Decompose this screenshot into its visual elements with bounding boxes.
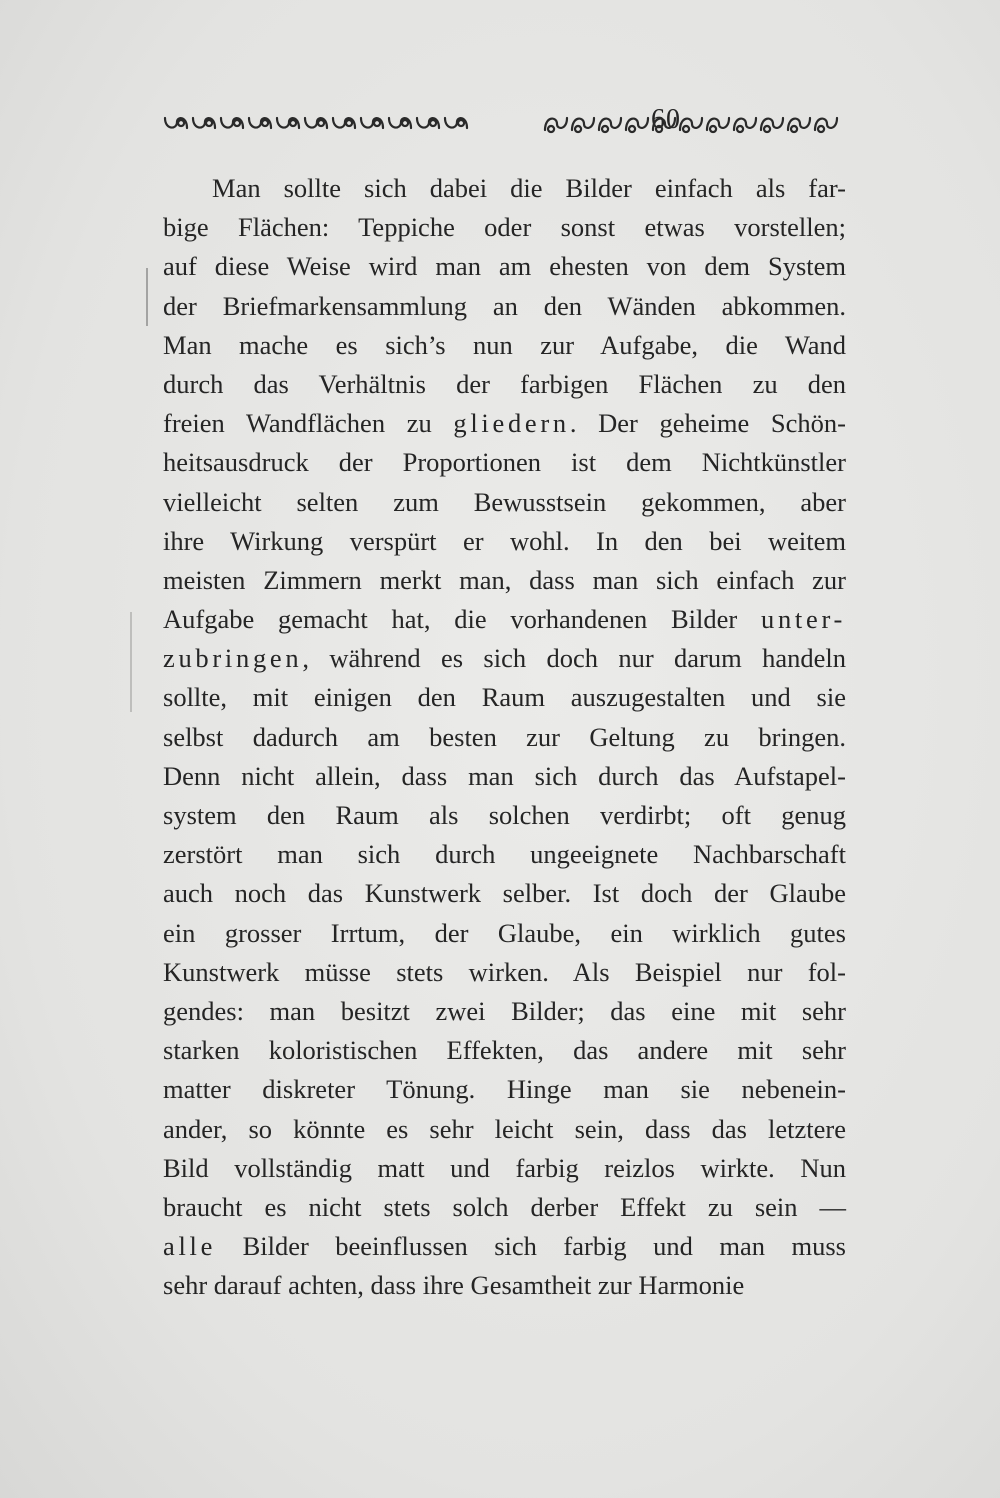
text-line xyxy=(163,1188,846,1227)
text-line xyxy=(163,992,846,1031)
margin-pencil-mark xyxy=(146,268,148,326)
text-line xyxy=(163,1031,846,1070)
text-segment: braucht es nicht stets solch derber Effekt zu sein — xyxy=(163,1191,846,1222)
text-segment: ein grosser Irrtum, der Glaube, ein wirklich gutes xyxy=(163,917,846,948)
text-segment: freien Wandflächen zu xyxy=(163,408,454,439)
text-line xyxy=(163,169,846,208)
text-segment: Denn nicht allein, dass man sich durch das Aufstapel- xyxy=(163,760,846,791)
right-ornament-band xyxy=(541,110,846,136)
text-line xyxy=(163,1110,846,1149)
text-segment: zerstört man sich durch ungeeignete Nachbarschaft xyxy=(163,839,846,870)
text-segment: system den Raum als solchen verdirbt; oft genug xyxy=(163,800,846,830)
left-ornament-band xyxy=(163,110,476,136)
text-segment: selbst dadurch am besten zur Geltung zu bringen. xyxy=(163,721,846,752)
text-segment: durch das Verhältnis der farbigen Flächen zu den xyxy=(163,368,846,399)
text-line xyxy=(163,247,846,286)
text-segment: sehr darauf achten, dass ihre Gesamtheit zur Harmonie xyxy=(163,1270,745,1301)
text-segment: gendes: man besitzt zwei Bilder; das eine mit sehr xyxy=(163,995,846,1026)
text-segment: bige Flächen: Teppiche oder sonst etwas vorstellen; xyxy=(163,212,846,243)
text-line xyxy=(163,835,846,874)
text-line xyxy=(163,796,846,835)
text-line xyxy=(163,443,846,482)
text-segment: , während es sich doch nur darum handeln xyxy=(302,643,846,674)
text-segment: heitsausdruck der Proportionen ist dem Nichtkünstler xyxy=(163,447,846,478)
text-line xyxy=(163,718,846,757)
text-line xyxy=(163,757,846,796)
text-line xyxy=(163,874,846,913)
margin-pencil-mark xyxy=(130,612,132,712)
text-segment: auch noch das Kunstwerk selber. Ist doch der Glaube xyxy=(163,878,846,909)
text-segment: Aufgabe gemacht hat, die vorhandenen Bilder xyxy=(163,604,761,635)
text-segment: der Briefmarkensammlung an den Wänden abkommen. xyxy=(163,290,846,321)
text-line xyxy=(163,404,846,443)
text-segment: ander, so könnte es sehr leicht sein, dass das letztere xyxy=(163,1113,846,1144)
text-segment: vielleicht selten zum Bewusstsein gekommen, aber xyxy=(163,486,846,517)
text-segment: matter diskreter Tönung. Hinge man sie nebenein- xyxy=(163,1074,846,1105)
text-segment: Bilder beeinflussen sich farbig und man muss xyxy=(216,1231,846,1262)
text-segment: sollte, mit einigen den Raum auszugestalten und sie xyxy=(163,682,846,713)
text-line xyxy=(163,639,846,678)
text-segment: ihre Wirkung verspürt er wohl. In den bei weitem xyxy=(163,525,846,556)
text-segment: Man mache es sich’s nun zur Aufgabe, die Wand xyxy=(163,329,846,360)
text-line xyxy=(163,365,846,404)
text-line xyxy=(163,600,846,639)
text-line xyxy=(163,1266,846,1305)
text-line xyxy=(163,483,846,522)
page-number: 60 xyxy=(651,104,681,135)
text-line xyxy=(163,1227,846,1266)
text-line xyxy=(163,678,846,717)
emphasized-word: gliedern xyxy=(453,408,570,439)
text-segment: . Der geheime Schön- xyxy=(569,408,846,439)
text-segment: starken koloristischen Effekten, das andere mit sehr xyxy=(163,1035,846,1066)
text-line xyxy=(163,914,846,953)
text-line xyxy=(163,561,846,600)
emphasized-word: zubringen xyxy=(163,643,303,674)
text-segment: Man sollte sich dabei die Bilder einfach als far- xyxy=(212,173,846,203)
text-line xyxy=(163,208,846,247)
text-line xyxy=(163,522,846,561)
body-text xyxy=(163,169,846,1305)
text-segment: meisten Zimmern merkt man, dass man sich einfach zur xyxy=(163,564,846,595)
text-segment: Kunstwerk müsse stets wirken. Als Beispiel nur fol- xyxy=(163,956,846,987)
text-line xyxy=(163,1070,846,1109)
text-line xyxy=(163,287,846,326)
text-line xyxy=(163,1149,846,1188)
emphasized-word: alle xyxy=(163,1231,217,1262)
text-line xyxy=(163,953,846,992)
text-segment: auf diese Weise wird man am ehesten von dem System xyxy=(163,251,846,282)
page-header xyxy=(163,104,846,144)
emphasized-word: unter- xyxy=(760,604,846,635)
text-segment: Bild vollständig matt und farbig reizlos wirkte. Nun xyxy=(163,1152,846,1183)
text-line xyxy=(163,326,846,365)
